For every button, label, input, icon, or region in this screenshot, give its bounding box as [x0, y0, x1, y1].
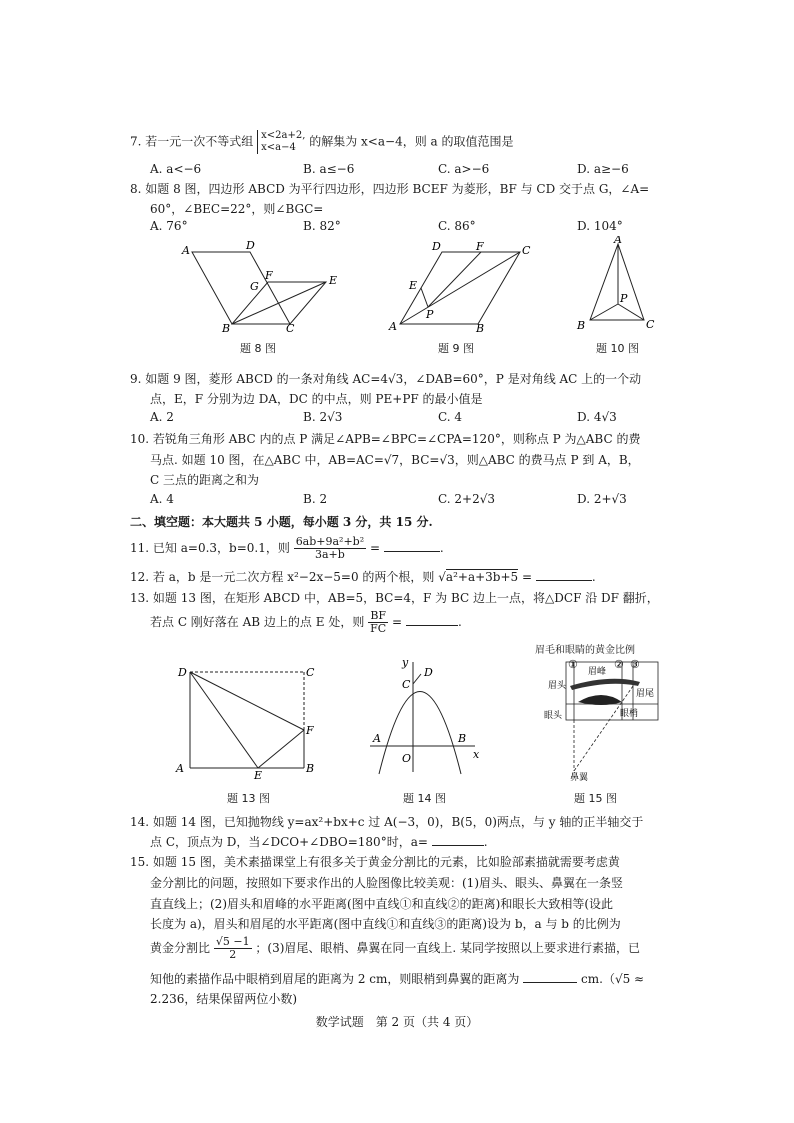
q12-number: 12.: [130, 570, 150, 584]
q15-line1: [130, 853, 620, 870]
fig9-label-f: F: [476, 240, 484, 253]
q11-post: =: [369, 541, 381, 555]
fig14-label-o: O: [402, 752, 412, 765]
q12-radicand: a²+a+3b+5: [445, 570, 519, 584]
q10-option-c: C. 2+2√3: [438, 492, 495, 506]
q7-option-a: A. a<−6: [150, 162, 202, 176]
fig10-label-p: P: [620, 292, 628, 305]
fig9-label-a: A: [389, 320, 397, 333]
figure-10: [572, 236, 662, 336]
fig15-label-brow-tail: 眉尾: [636, 689, 655, 699]
fig13-label-d: D: [178, 666, 187, 679]
q9-option-b: B. 2√3: [303, 410, 343, 424]
q8-number: 8.: [130, 182, 142, 196]
fig14-parabola: [379, 692, 461, 775]
q15-golden-ratio: [214, 936, 252, 961]
fig8-label-d: D: [246, 240, 255, 252]
fig9-label-p: P: [426, 308, 434, 321]
q8-line1: [130, 180, 649, 197]
fig8-label-a: A: [182, 244, 190, 257]
q14-answer-blank[interactable]: [432, 845, 484, 846]
q15-line5: [150, 936, 640, 961]
fig10-label-a: A: [614, 236, 622, 246]
q9-option-a: A. 2: [150, 410, 174, 424]
q15-text-1: 如题 15 图，美术素描课堂上有很多关于黄金分割比的元素，比如脸部素描就需要考虑黄: [152, 855, 620, 869]
fig8-label-e: E: [329, 274, 338, 287]
q9-option-c: C. 4: [438, 410, 463, 424]
q13-post: =: [392, 615, 403, 629]
q14-text-1: 如题 14 图，已知抛物线 y=ax²+bx+c 过 A(−3，0)，B(5，0)两点，与 y 轴的正半轴交于: [152, 815, 644, 829]
q8-text-1: 如题 8 图，四边形 ABCD 为平行四边形，四边形 BCEF 为菱形，BF 与 CD 交于点 G，∠A=: [145, 182, 650, 196]
q8-option-b: B. 82°: [303, 219, 341, 233]
q10-number: 10.: [130, 432, 150, 446]
fig13-label-a: A: [176, 762, 184, 775]
fig13-label-f: F: [306, 724, 314, 737]
q15-text-4: 长度为 a)，眉头和眉尾的水平距离(图中直线①和直线③的距离)设为 b，a 与 b 的比例为: [150, 917, 621, 931]
fig15-label-nose-wing: 鼻翼: [570, 773, 589, 781]
fig15-eyebrow: [570, 679, 640, 690]
q13-line1: [130, 589, 659, 606]
q9-text-1: 如题 9 图，菱形 ABCD 的一条对角线 AC=4√3，∠DAB=60°，P 是对角线 AC 上的一个动: [145, 372, 642, 386]
q8-text-2: 60°，∠BEC=22°，则∠BGC=: [150, 202, 324, 216]
q9-option-d: D. 4√3: [577, 410, 617, 424]
fig10-label-c: C: [646, 318, 655, 331]
q11-frac-top: 6ab+9a²+b²: [295, 535, 365, 548]
q13-frac-top: BF: [368, 610, 388, 623]
q15-text-2: 金分割比的问题，按照如下要求作出的人脸图像比较美观：(1)眉头、眼头、鼻翼在一条竖: [150, 876, 624, 890]
fig10-segment-pb: [590, 304, 618, 320]
fig9-label-c: C: [522, 244, 531, 257]
fig15-label-line2: ②: [614, 658, 624, 671]
fig8-caption: 题 8 图: [240, 342, 276, 355]
q9-text-2: 点，E，F 分别为边 DA，DC 的中点，则 PE+PF 的最小值是: [150, 392, 483, 406]
q12-text: 若 a，b 是一元二次方程 x²−2x−5=0 的两个根，则: [152, 570, 435, 584]
q15-number: 15.: [130, 855, 150, 869]
q12-answer-blank[interactable]: [536, 580, 592, 581]
fig15-label-eye-head: 眼头: [544, 711, 563, 721]
fig14-segment-cd: [413, 674, 421, 684]
fig15-title: 眉毛和眼睛的黄金比例: [535, 645, 635, 656]
q15-answer-blank[interactable]: [523, 982, 577, 983]
fig8-label-g: G: [250, 280, 259, 293]
fig10-segment-pc: [618, 304, 644, 320]
q7-stem: [130, 130, 513, 154]
q10-text-3: C 三点的距离之和为: [150, 473, 259, 487]
figure-9: [386, 240, 536, 335]
q9-line1: [130, 370, 641, 387]
q15-text-7: 2.236，结果保留两位小数): [150, 992, 298, 1006]
q7-system: [257, 130, 305, 154]
q14-text-2: 点 C，顶点为 D，当∠DCO+∠DBO=180°时，a=: [150, 835, 428, 849]
fig8-label-f: F: [265, 269, 273, 282]
q10-line1: [130, 430, 640, 447]
q15-text-3: 直直线上；(2)眉头和眉峰的水平距离(图中直线①和直线②的距离)和眼长大致相等(设此: [150, 897, 614, 911]
fig14-label-b: B: [458, 732, 467, 745]
q12-radical: √a²+a+3b+5: [438, 570, 519, 584]
q7-option-c: C. a>−6: [438, 162, 490, 176]
q7-number: 7.: [130, 134, 142, 149]
fig13-label-e: E: [254, 769, 263, 780]
fig9-diagonal-ac: [400, 252, 520, 324]
q11-fraction: [294, 536, 366, 561]
q15-text-6-post: cm.（√5 ≈: [581, 972, 645, 986]
fig14-label-c: C: [402, 678, 411, 691]
fig9-label-b: B: [476, 322, 485, 335]
q10-text-2: 马点. 如题 10 图，在△ABC 中，AB=AC=√7，BC=√3，则△ABC 的费马点 P 到 A，B，: [150, 453, 640, 467]
fig10-caption: 题 10 图: [596, 342, 639, 355]
fig13-segment-ef: [258, 730, 304, 768]
q11-frac-bot: 3a+b: [315, 548, 345, 561]
fig15-label-line3: ③: [630, 658, 640, 671]
q7-ineq-1: x<2a+2,: [261, 130, 306, 141]
q8-option-a: A. 76°: [150, 219, 188, 233]
fig13-segment-df: [190, 672, 304, 730]
page-footer: 数学试题 第 2 页（共 4 页）: [315, 1015, 479, 1029]
fig8-label-c: C: [286, 322, 295, 335]
q7-stem-b: 的解集为 x<a−4，则 a 的取值范围是: [309, 134, 514, 149]
fig8-segment-be: [232, 282, 326, 324]
q13-frac-bot: FC: [370, 622, 387, 635]
fig14-caption: 题 14 图: [403, 792, 446, 805]
q8-option-d: D. 104°: [577, 219, 623, 233]
q15-line6: [150, 970, 644, 987]
fig14-label-y: y: [402, 656, 409, 669]
q10-text-1: 若锐角三角形 ABC 内的点 P 满足∠APB=∠BPC=∠CPA=120°，则称点 P 为△ABC 的费: [152, 432, 641, 446]
figure-15: [530, 656, 680, 781]
section2-heading: 二、填空题：本大题共 5 小题，每小题 3 分，共 15 分.: [130, 515, 433, 529]
q14-line1: [130, 813, 643, 830]
fig13-label-c: C: [306, 666, 315, 679]
fig15-eye: [578, 695, 622, 705]
q7-option-b: B. a≤−6: [303, 162, 355, 176]
q11: 11. 已知 a=0.3，b=0.1，则 $\frac{\text{6ab+9a²+b²}}{3a+b}$ = .: [130, 535, 444, 561]
fig15-label-eye-tail: 眼梢: [620, 709, 639, 719]
q13-text-1: 如题 13 图，在矩形 ABCD 中，AB=5，BC=4，F 为 BC 边上一点，将△DCF 沿 DF 翻折，: [152, 591, 659, 605]
q9-number: 9.: [130, 372, 142, 386]
q15-frac-bot: 2: [229, 948, 237, 961]
q15-text-6-pre: 知他的素描作品中眼梢到眉尾的距离为 2 cm，则眼梢到鼻翼的距离为: [150, 972, 520, 986]
q15-text-5-pre: 黄金分割比: [150, 941, 211, 955]
fig15-label-brow-peak: 眉峰: [588, 667, 607, 677]
figure-14: [365, 654, 485, 779]
fig15-caption: 题 15 图: [574, 792, 617, 805]
fig10-label-b: B: [577, 319, 586, 332]
figure-8: [178, 240, 348, 335]
figure-13: [172, 660, 322, 780]
q13-fraction: [368, 610, 388, 635]
q10-option-a: A. 4: [150, 492, 174, 506]
q13-number: 13.: [130, 591, 150, 605]
fig13-segment-de: [190, 672, 258, 768]
fig8-label-b: B: [222, 322, 231, 335]
fig14-label-a: A: [373, 732, 381, 745]
q7-option-d: D. a≥−6: [577, 162, 629, 176]
fig15-label-brow-head: 眉头: [548, 681, 567, 691]
fig9-segment-pf: [428, 252, 481, 307]
q11-answer-blank[interactable]: [384, 551, 440, 552]
fig9-segment-pe: [421, 288, 428, 307]
q11-number: 11.: [130, 541, 150, 555]
q14-number: 14.: [130, 815, 150, 829]
q10-option-b: B. 2: [303, 492, 328, 506]
q7-ineq-2: x<a−4: [261, 142, 296, 153]
fig14-label-d: D: [424, 666, 433, 679]
q7-stem-a: 若一元一次不等式组: [145, 134, 254, 149]
q15-text-5-post: ；(3)眉尾、眼梢、鼻翼在同一直线上. 某同学按照以上要求进行素描，已: [255, 941, 641, 955]
fig9-label-e: E: [409, 279, 418, 292]
fig14-label-x: x: [473, 748, 480, 761]
fig15-label-line1: ①: [568, 658, 578, 671]
q11-pre: 已知 a=0.3，b=0.1，则: [152, 541, 290, 555]
q10-option-d: D. 2+√3: [577, 492, 627, 506]
fig13-label-b: B: [306, 762, 315, 775]
q15-frac-top: √5 −1: [215, 935, 250, 948]
q12: 12. 若 a，b 是一元二次方程 x²−2x−5=0 的两个根，则 √a²+a+3b+5 = .: [130, 570, 596, 584]
fig9-label-d: D: [432, 240, 441, 253]
fig10-triangle: [590, 244, 644, 320]
q12-post: =: [521, 570, 533, 584]
q13-answer-blank[interactable]: [406, 625, 458, 626]
q8-option-c: C. 86°: [438, 219, 476, 233]
q13-line2: 若点 C 刚好落在 AB 边上的点 E 处，则 $\frac{BF}{FC}$ = .: [150, 609, 462, 635]
fig9-caption: 题 9 图: [438, 342, 474, 355]
q14-line2: 点 C，顶点为 D，当∠DCO+∠DBO=180°时，a= .: [150, 835, 488, 849]
fig13-caption: 题 13 图: [227, 792, 270, 805]
q13-text-2: 若点 C 刚好落在 AB 边上的点 E 处，则: [150, 615, 365, 629]
